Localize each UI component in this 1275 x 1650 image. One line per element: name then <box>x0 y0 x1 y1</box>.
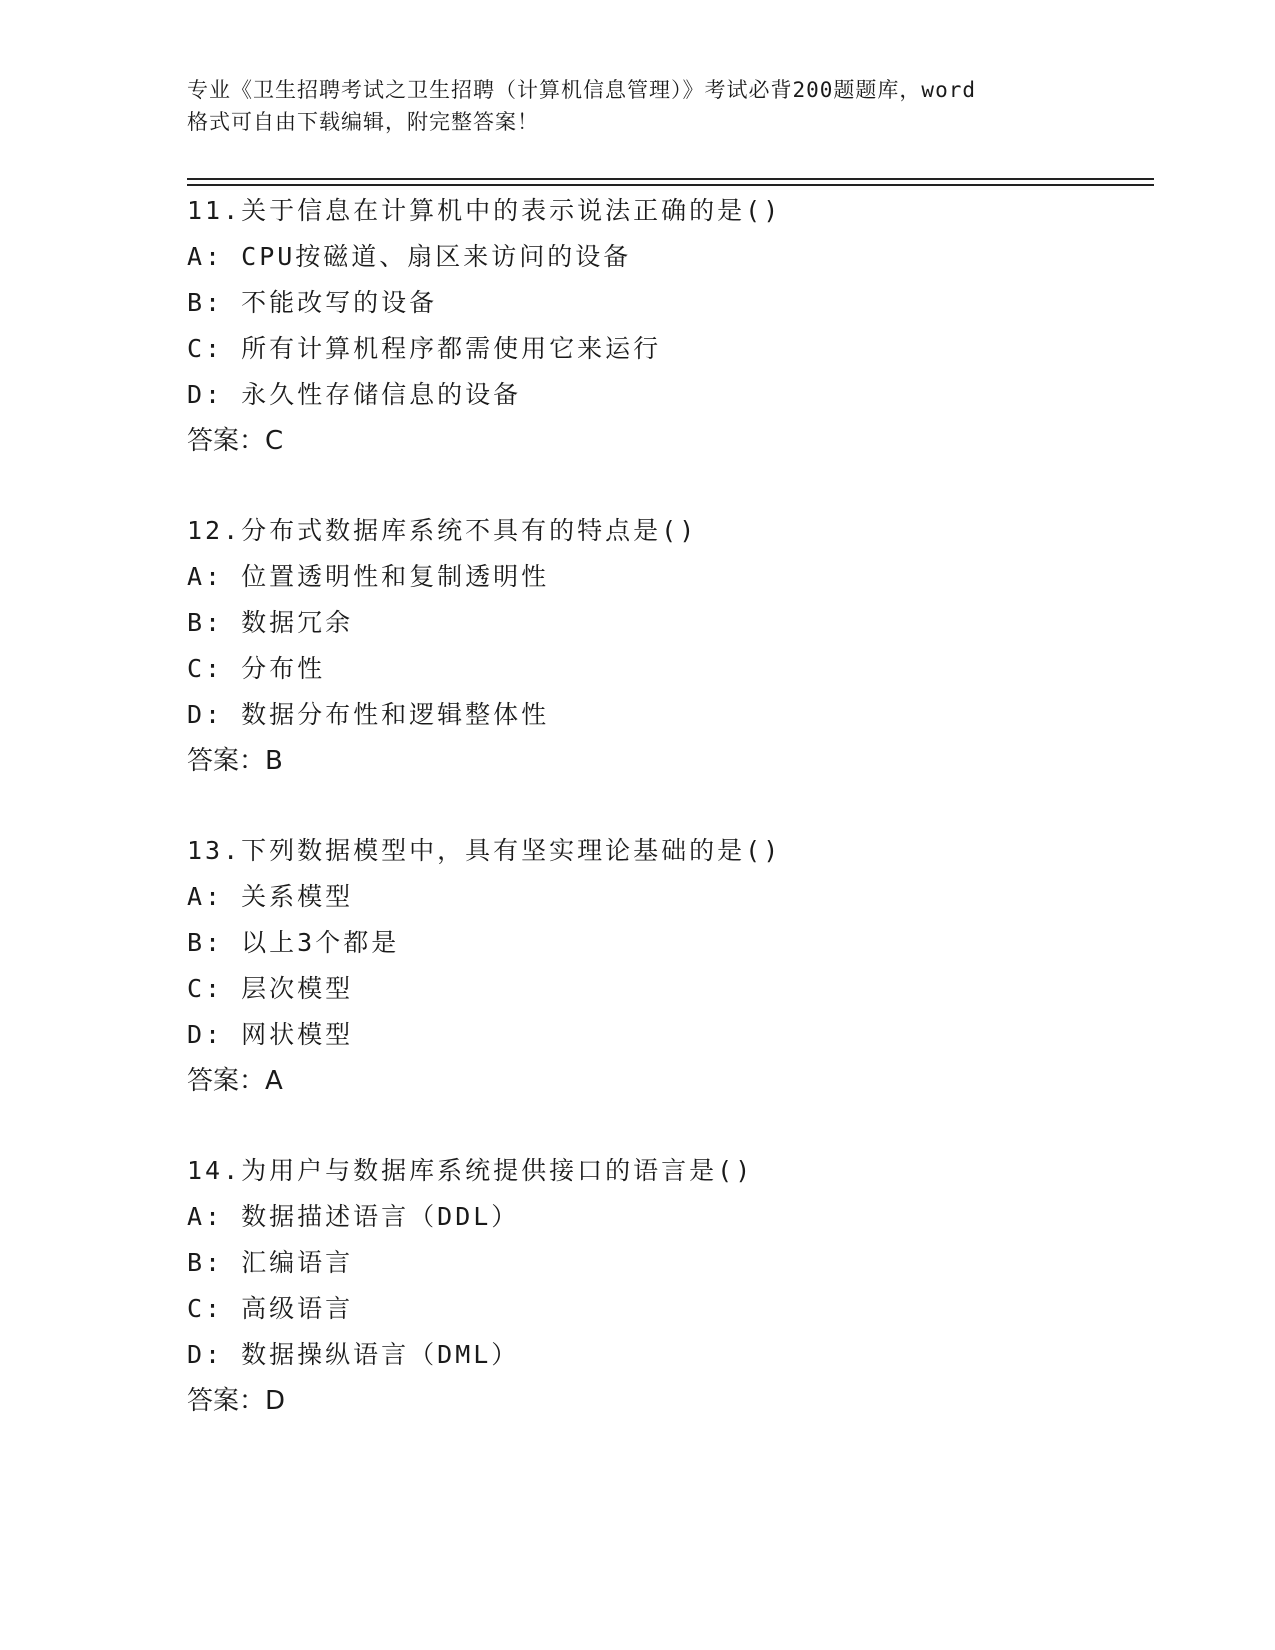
question-stem: 14.为用户与数据库系统提供接口的语言是() <box>187 1156 754 1185</box>
answer-label: 答案：B <box>187 746 283 776</box>
question-stem: 11.关于信息在计算机中的表示说法正确的是() <box>187 196 782 225</box>
question-block <box>187 1148 1087 1424</box>
option-b: B: 不能改写的设备 <box>187 288 438 317</box>
option-d: D: 永久性存储信息的设备 <box>187 380 522 409</box>
option-a: A: CPU按磁道、扇区来访问的设备 <box>187 242 632 271</box>
question-stem: 13.下列数据模型中，具有坚实理论基础的是() <box>187 836 782 865</box>
header-divider-bottom <box>187 184 1154 186</box>
option-d: D: 数据分布性和逻辑整体性 <box>187 700 550 729</box>
document-header <box>187 74 1087 138</box>
option-d: D: 网状模型 <box>187 1020 354 1049</box>
option-b: B: 汇编语言 <box>187 1248 354 1277</box>
question-block <box>187 508 1087 784</box>
option-a: A: 数据描述语言（DDL） <box>187 1202 520 1231</box>
header-title-line-1: 专业《卫生招聘考试之卫生招聘（计算机信息管理）》考试必背200题题库，word <box>187 78 976 102</box>
option-c: C: 所有计算机程序都需使用它来运行 <box>187 334 662 363</box>
option-c: C: 层次模型 <box>187 974 354 1003</box>
question-stem: 12.分布式数据库系统不具有的特点是() <box>187 516 698 545</box>
answer-label: 答案：C <box>187 426 284 456</box>
option-d: D: 数据操纵语言（DML） <box>187 1340 520 1369</box>
option-a: A: 关系模型 <box>187 882 354 911</box>
header-title-line-2: 格式可自由下载编辑，附完整答案！ <box>187 110 539 134</box>
question-block <box>187 188 1087 464</box>
option-c: C: 分布性 <box>187 654 326 683</box>
answer-label: 答案：A <box>187 1066 283 1096</box>
header-divider-top <box>187 178 1154 180</box>
option-c: C: 高级语言 <box>187 1294 354 1323</box>
option-b: B: 数据冗余 <box>187 608 354 637</box>
question-block <box>187 828 1087 1104</box>
answer-label: 答案：D <box>187 1386 286 1416</box>
option-a: A: 位置透明性和复制透明性 <box>187 562 550 591</box>
option-b: B: 以上3个都是 <box>187 928 400 957</box>
